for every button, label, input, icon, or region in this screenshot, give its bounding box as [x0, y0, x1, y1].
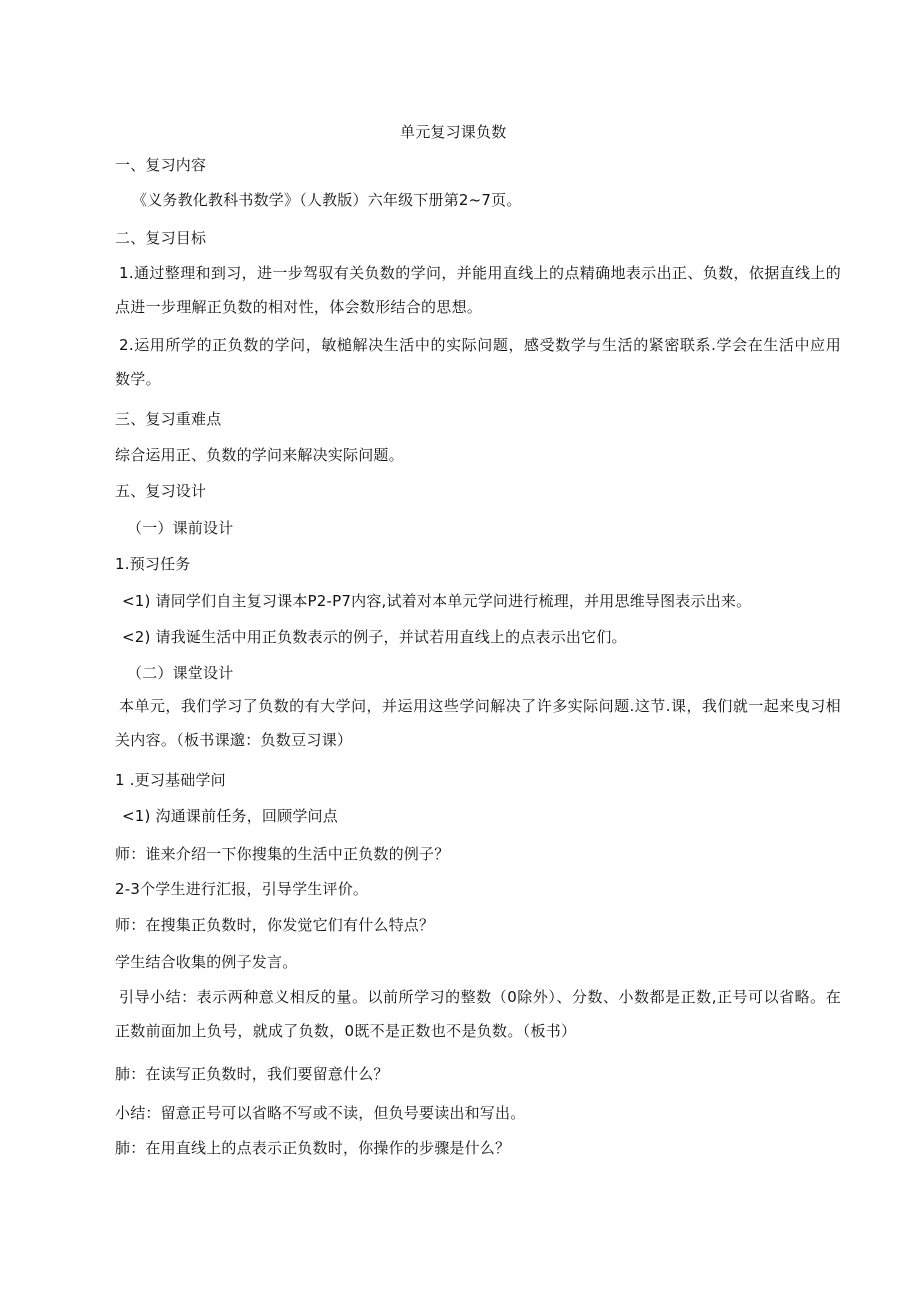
paragraph-teacher-question-1: 师：谁来介绍一下你搜集的生活中正负数的例子？ [115, 845, 450, 863]
paragraph-teacher-question-3: 肺：在读写正负数时，我们要留意什么？ [115, 1065, 389, 1083]
paragraph-key-points: 综合运用正、负数的学问来解决实际问题。 [115, 446, 404, 464]
paragraph-unit-intro: 本单元，我们学习了负数的有大学问，并运用这些学问解决了许多实际问题.这节.课，我们就一起来曳习相关内容。（板书课邈：负数豆习课） [115, 697, 841, 749]
list-item-communicate: <1) 沟通课前任务，回顾学问点 [122, 807, 338, 825]
section-heading-review-design: 五、复习设计 [115, 482, 207, 500]
section-heading-key-points: 三、复习重难点 [115, 410, 222, 428]
paragraph-goal-1: 1.通过整理和到习，进一步驾驭有关负数的学问，并能用直线上的点精确地表示出正、负数，依据直线上的点进一步理解正负数的相对性，体会数形结合的思想。 [115, 264, 841, 316]
paragraph-student-report: 2-3个学生进行汇报，引导学生评价。 [115, 880, 369, 898]
item-review-basics: 1 .更习基础学问 [115, 771, 226, 789]
document-title: 单元复习课负数 [400, 123, 507, 141]
subsection-heading-preclass: （一）课前设计 [127, 519, 234, 537]
list-item-preview-2: <2) 请我诞生活中用正负数表示的例子，并试若用直线上的点表示出它们。 [122, 628, 627, 646]
paragraph-teacher-question-4: 肺：在用直线上的点表示正负数时，你操作的步骤是什么？ [115, 1139, 511, 1157]
section-heading-review-content: 一、复习内容 [115, 156, 207, 174]
paragraph-goal-2: 2.运用所学的正负数的学问，敏槌解决生活中的实际问题，感受数学与生活的紧密联系.学会在生活中应用数学。 [115, 336, 841, 388]
subsection-heading-classroom: （二）课堂设计 [127, 664, 234, 682]
paragraph-teacher-question-2: 师：在搜集正负数时，你发觉它们有什么特点？ [115, 916, 435, 934]
paragraph-guided-summary: 引导小结：表示两种意义相反的量。以前所学习的整数（0除外）、分数、小数都是正数,正号可以省略。在正数前面加上负号，就成了负数，0既不是正数也不是负数。（板书） [115, 988, 841, 1040]
paragraph-textbook-reference: 《义务教化教科书数学》（人教版）六年级下册第2~7页。 [132, 191, 522, 209]
paragraph-student-discuss: 学生结合收集的例子发言。 [115, 953, 298, 971]
paragraph-summary: 小结：留意正号可以省略不写或不读，但负号要读出和写出。 [115, 1104, 526, 1122]
list-item-preview-1: <1) 请同学们自主复习课本P2-P7内容,试着对本单元学问进行梳理，并用思维导图表示出来。 [122, 592, 752, 610]
section-heading-review-goals: 二、复习目标 [115, 229, 207, 247]
item-preview-task: 1.预习任务 [115, 555, 191, 573]
